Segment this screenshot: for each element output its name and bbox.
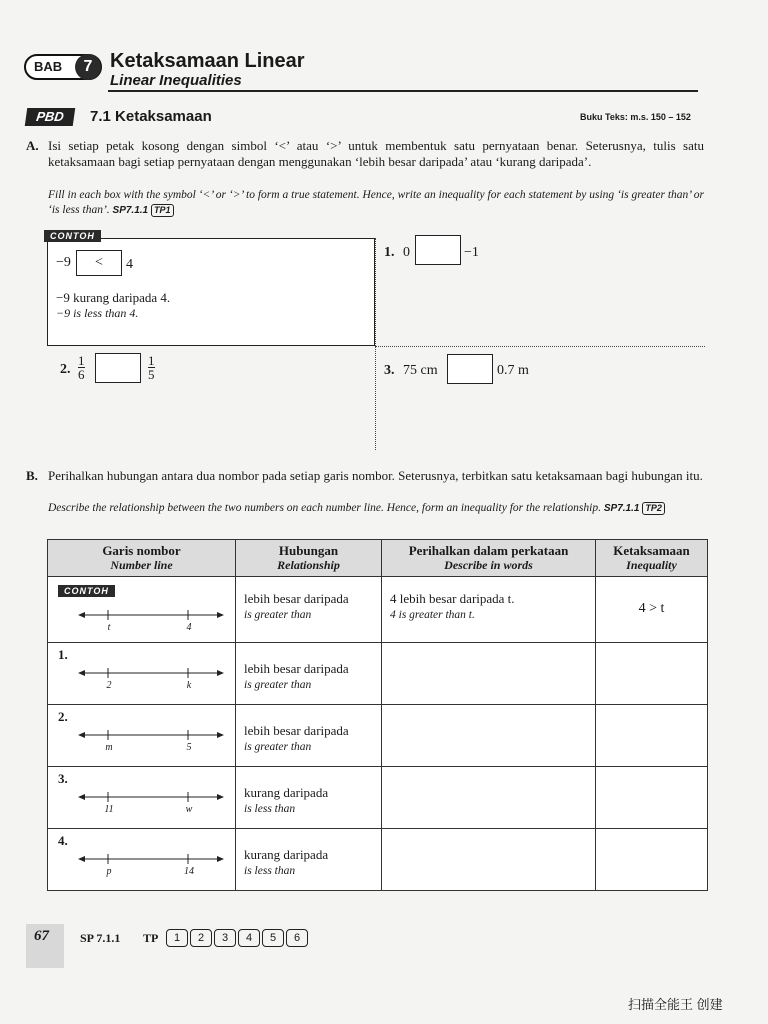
left-arrow-icon bbox=[78, 856, 85, 862]
table-row bbox=[48, 767, 708, 829]
part-a-instruction-en-text: Fill in each box with the symbol ‘<’ or ‘>’ to form a true statement. Hence, write an inequality for each statement by using ‘is greater than’ or ‘is less than’. bbox=[48, 189, 704, 216]
q2-left-denominator: 6 bbox=[78, 367, 85, 382]
right-point-label: 14 bbox=[184, 866, 194, 877]
right-arrow-icon bbox=[217, 856, 224, 862]
describe-cell[interactable] bbox=[382, 643, 596, 705]
q3-right-value: 0.7 m bbox=[497, 363, 529, 378]
q2-number: 2. bbox=[60, 362, 71, 377]
part-b-instruction-en-text: Describe the relationship between the two numbers on each number line. Hence, form an inequality for the relationship. bbox=[48, 502, 601, 514]
example-left-value: −9 bbox=[56, 255, 71, 270]
inequality-cell bbox=[596, 577, 708, 643]
header-describe bbox=[382, 540, 596, 577]
number-line bbox=[76, 787, 226, 817]
table-header-row bbox=[48, 540, 708, 577]
inequality-cell[interactable] bbox=[596, 643, 708, 705]
right-point-label: 4 bbox=[186, 622, 192, 633]
q3-number: 3. bbox=[384, 363, 395, 378]
inequality-value bbox=[596, 829, 707, 853]
part-a-instruction-en bbox=[48, 188, 704, 218]
contoh-tag bbox=[44, 226, 101, 244]
scanner-watermark: 扫描全能王 创建 bbox=[628, 997, 723, 1012]
left-point-label: 11 bbox=[104, 804, 114, 815]
relationship-ms: kurang daripada bbox=[244, 847, 329, 862]
table-row bbox=[48, 705, 708, 767]
q2-right-numerator: 1 bbox=[148, 353, 155, 368]
q2-right-denominator: 5 bbox=[148, 367, 155, 382]
number-line-table bbox=[47, 539, 708, 891]
header-inequality bbox=[596, 540, 708, 577]
table-row bbox=[48, 829, 708, 891]
relationship-en: is greater than bbox=[244, 741, 312, 753]
left-point-label: p bbox=[106, 866, 112, 877]
table-row bbox=[48, 643, 708, 705]
relationship-cell bbox=[236, 577, 382, 643]
describe-ms: 4 lebih besar daripada t. bbox=[390, 591, 515, 606]
header-ms: Perihalkan dalam perkataan bbox=[408, 543, 569, 558]
q1-number: 1. bbox=[384, 245, 395, 260]
row-number: 2. bbox=[58, 709, 68, 724]
left-arrow-icon bbox=[78, 612, 85, 618]
relationship-en: is less than bbox=[244, 803, 296, 815]
relationship-en: is greater than bbox=[244, 609, 312, 621]
tp-level-box: 2 bbox=[190, 929, 212, 947]
chapter-number: 7 bbox=[75, 54, 101, 80]
header-ms: Ketaksamaan bbox=[613, 543, 690, 558]
relationship-en: is greater than bbox=[244, 679, 312, 691]
inequality-cell[interactable] bbox=[596, 829, 708, 891]
grid-vertical-divider bbox=[375, 238, 377, 450]
table-row bbox=[48, 577, 708, 643]
number-line bbox=[76, 605, 226, 635]
inequality-value bbox=[596, 705, 707, 729]
q3-answer-box[interactable] bbox=[447, 354, 493, 384]
relationship-ms: kurang daripada bbox=[244, 785, 329, 800]
right-arrow-icon bbox=[217, 670, 224, 676]
relationship-cell bbox=[236, 643, 382, 705]
row-number: 1. bbox=[58, 647, 68, 662]
footer-tp-levels bbox=[166, 928, 310, 947]
describe-cell[interactable] bbox=[382, 767, 596, 829]
example-right-value: 4 bbox=[126, 257, 133, 272]
relationship-en: is less than bbox=[244, 865, 296, 877]
part-a-letter: A. bbox=[26, 138, 39, 153]
chapter-title: Ketaksamaan Linear bbox=[110, 50, 305, 72]
q1-right-value: −1 bbox=[464, 245, 479, 260]
row-number: 4. bbox=[58, 833, 68, 848]
number-line-cell bbox=[48, 829, 236, 891]
number-line-cell bbox=[48, 577, 236, 643]
chapter-badge bbox=[24, 54, 102, 80]
header-en: Relationship bbox=[277, 558, 340, 572]
tp-level-box: 6 bbox=[286, 929, 308, 947]
inequality-value: 4 > t bbox=[638, 601, 665, 616]
number-line-cell bbox=[48, 643, 236, 705]
footer-tp-label: TP bbox=[143, 931, 159, 945]
right-arrow-icon bbox=[217, 794, 224, 800]
section-title: 7.1 Ketaksamaan bbox=[90, 108, 212, 125]
number-line-cell bbox=[48, 705, 236, 767]
relationship-ms: lebih besar daripada bbox=[244, 661, 349, 676]
number-line bbox=[76, 849, 226, 879]
relationship-ms: lebih besar daripada bbox=[244, 723, 349, 738]
header-relationship bbox=[236, 540, 382, 577]
header-en: Inequality bbox=[626, 558, 677, 572]
relationship-cell bbox=[236, 767, 382, 829]
inequality-value bbox=[596, 767, 707, 791]
part-a-instruction-ms: Isi setiap petak kosong dengan simbol ‘<’ atau ‘>’ untuk membentuk satu pernyataan benar. Seterusnya, tulis satu ketaksamaan bagi setiap pernyataan dengan menggunakan ‘lebih besar daripada’ atau ‘kurang daripada’. bbox=[48, 138, 704, 169]
part-a-sp: SP7.1.1 bbox=[112, 205, 149, 216]
q1-answer-box[interactable] bbox=[415, 235, 461, 265]
left-point-label: m bbox=[105, 742, 113, 753]
textbook-reference: Buku Teks: m.s. 150 – 152 bbox=[580, 112, 691, 122]
right-point-label: w bbox=[185, 804, 193, 815]
part-b-letter: B. bbox=[26, 468, 38, 483]
page-number: 67 bbox=[34, 928, 49, 944]
contoh-label: CONTOH bbox=[44, 230, 101, 242]
pbd-badge: PBD bbox=[25, 108, 76, 126]
part-b-sp: SP7.1.1 bbox=[603, 503, 640, 514]
left-point-label: 2 bbox=[106, 680, 112, 691]
number-line-cell bbox=[48, 767, 236, 829]
q3-left-value: 75 cm bbox=[403, 363, 438, 378]
header-en: Number line bbox=[110, 558, 173, 572]
chapter-title-english: Linear Inequalities bbox=[110, 72, 242, 89]
tp-level-box: 3 bbox=[214, 929, 236, 947]
q2-left-fraction bbox=[78, 354, 85, 381]
inequality-cell[interactable] bbox=[596, 767, 708, 829]
number-line bbox=[76, 725, 226, 755]
tp-level-box: 5 bbox=[262, 929, 284, 947]
relationship-cell bbox=[236, 829, 382, 891]
right-arrow-icon bbox=[217, 732, 224, 738]
grid-horizontal-divider bbox=[375, 346, 705, 348]
example-symbol-box: < bbox=[76, 250, 122, 276]
number-line bbox=[76, 663, 226, 693]
left-arrow-icon bbox=[78, 794, 85, 800]
left-point-label: t bbox=[107, 622, 111, 633]
relationship-cell bbox=[236, 705, 382, 767]
q2-right-fraction bbox=[148, 354, 155, 381]
chapter-label: BAB bbox=[34, 59, 63, 74]
q2-answer-box[interactable] bbox=[95, 353, 141, 383]
part-b-tp-badge: TP2 bbox=[642, 502, 665, 515]
header-ms: Garis nombor bbox=[102, 543, 181, 558]
right-point-label: k bbox=[186, 680, 192, 691]
header-en: Describe in words bbox=[444, 558, 533, 572]
left-arrow-icon bbox=[78, 732, 85, 738]
part-b-instruction-ms: Perihalkan hubungan antara dua nombor pada setiap garis nombor. Seterusnya, terbitkan satu ketaksamaan bagi hubungan itu. bbox=[48, 468, 703, 483]
example-answer-ms: −9 kurang daripada 4. bbox=[56, 290, 171, 305]
footer-sp: SP 7.1.1 bbox=[80, 931, 121, 945]
q2-left-numerator: 1 bbox=[78, 353, 85, 368]
example-answer-en: −9 is less than 4. bbox=[56, 306, 139, 320]
left-arrow-icon bbox=[78, 670, 85, 676]
part-a-tp-badge: TP1 bbox=[151, 204, 174, 217]
header-ms: Hubungan bbox=[278, 543, 339, 558]
describe-cell[interactable] bbox=[382, 829, 596, 891]
tp-level-box: 1 bbox=[166, 929, 188, 947]
describe-cell bbox=[382, 577, 596, 643]
describe-en: 4 is greater than t. bbox=[390, 609, 475, 621]
tp-level-box: 4 bbox=[238, 929, 260, 947]
contoh-label: CONTOH bbox=[58, 585, 115, 597]
part-b-instruction-en bbox=[48, 501, 704, 516]
right-arrow-icon bbox=[217, 612, 224, 618]
inequality-value bbox=[596, 643, 707, 667]
header-number-line bbox=[48, 540, 236, 577]
q1-left-value: 0 bbox=[403, 245, 410, 260]
row-number: 3. bbox=[58, 771, 68, 786]
inequality-cell[interactable] bbox=[596, 705, 708, 767]
relationship-ms: lebih besar daripada bbox=[244, 591, 349, 606]
header-rule bbox=[108, 90, 698, 92]
right-point-label: 5 bbox=[186, 742, 192, 753]
describe-cell[interactable] bbox=[382, 705, 596, 767]
